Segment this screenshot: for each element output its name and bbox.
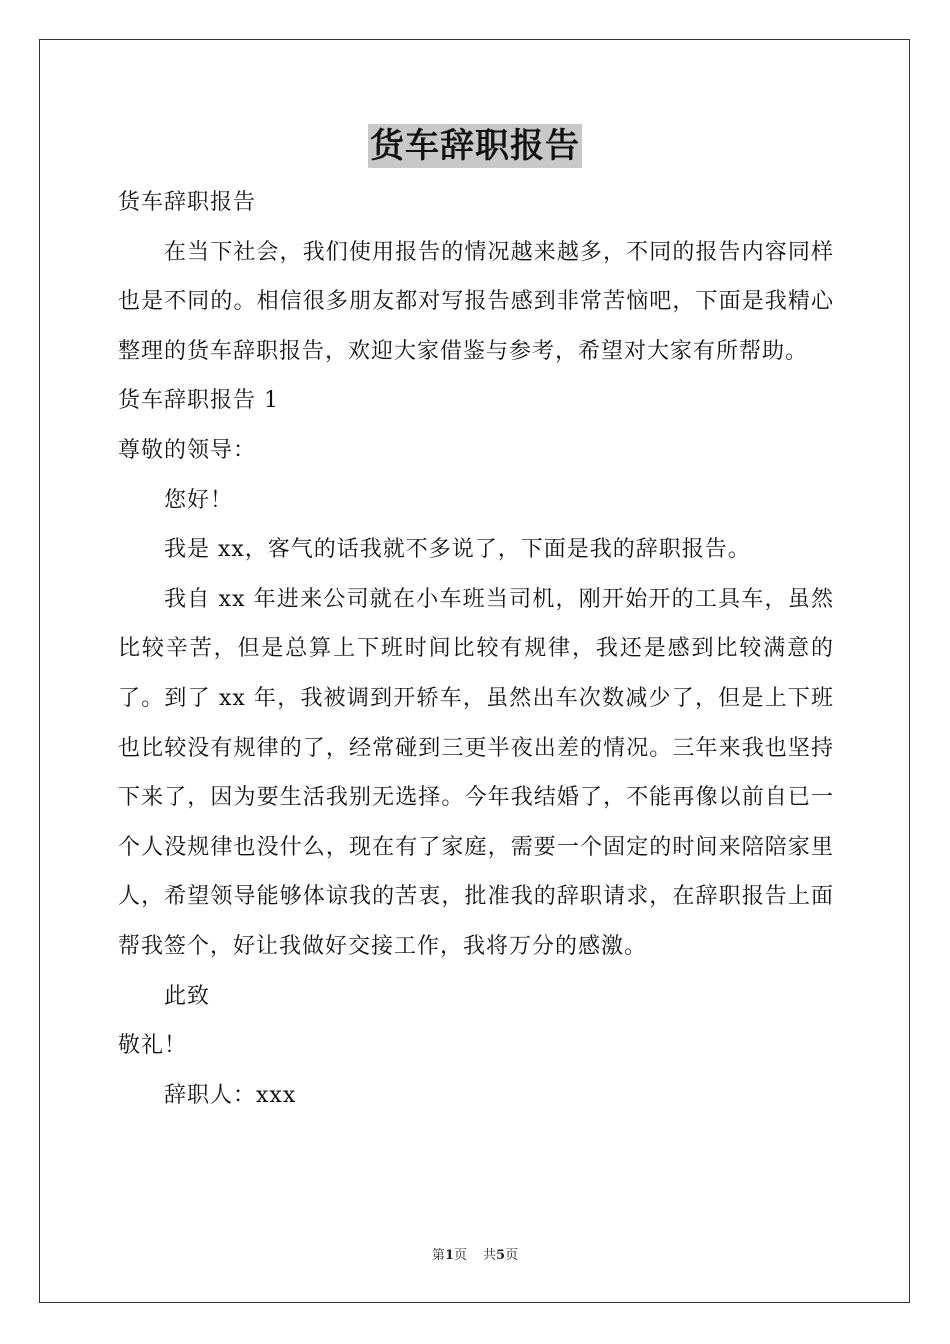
paragraph-opening: 我是 xx，客气的话我就不多说了，下面是我的辞职报告。 — [164, 537, 751, 563]
page-footer — [0, 1248, 950, 1264]
title-container — [0, 124, 950, 168]
page-total-unit: 页 — [505, 1248, 519, 1263]
paragraph-regards: 敬礼！ — [118, 1033, 188, 1059]
paragraph-subtitle: 货车辞职报告 — [118, 190, 257, 215]
paragraph-intro: 在当下社会，我们使用报告的情况越来越多，不同的报告内容同样也是不同的。相信很多朋友都对写报告感到非常苦恼吧，下面是我精心整理的货车辞职报告，欢迎大家借鉴与参考，希望对大家有所帮助。 — [118, 239, 834, 364]
paragraph-closing: 此致 — [164, 983, 211, 1009]
paragraph-signature: 辞职人：xxx — [164, 1082, 297, 1108]
document-title: 货车辞职报告 — [370, 126, 580, 166]
page-number-current: 1 — [444, 1248, 454, 1263]
page-number-unit: 页 — [453, 1248, 467, 1263]
paragraph-body: 我自 xx 年进来公司就在小车班当司机，刚开始开的工具车，虽然比较辛苦，但是总算上下班时间比较有规律，我还是感到比较满意的了。到了 xx 年，我被调到开轿车，虽然出车次数减少了，但是上下班也比较没有规律的了，经常碰到三更半夜出差的情况。三年来我也坚持下来了，因为要生活我别无选择。今年我结婚了，不能再像以前自已一个人没规律也没什么，现在有了家庭，需要一个固定的时间来陪陪家里人，希望领导能够体谅我的苦衷，批准我的辞职请求，在辞职报告上面帮我签个，好让我做好交接工作，我将万分的感激。 — [118, 586, 834, 959]
paragraph-section-heading: 货车辞职报告 1 — [118, 388, 279, 414]
document-body — [118, 178, 834, 1120]
page-number-prefix: 第 — [431, 1248, 445, 1263]
page-total-prefix: 共 — [483, 1248, 497, 1263]
paragraph-salutation: 尊敬的领导： — [118, 437, 257, 463]
paragraph-greeting: 您好！ — [164, 487, 234, 513]
page-total-count: 5 — [496, 1248, 506, 1263]
